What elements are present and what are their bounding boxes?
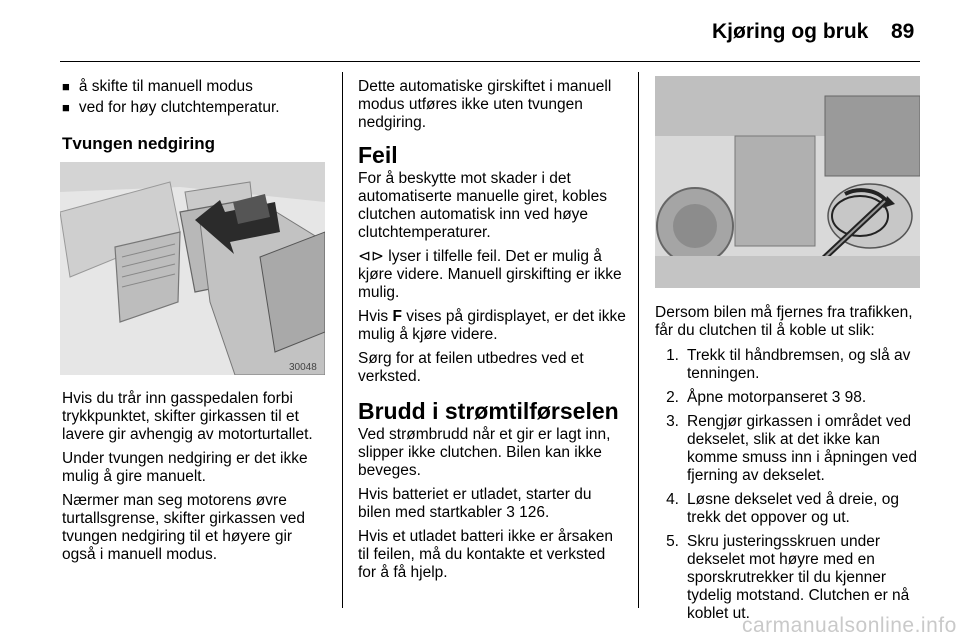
middle-column bbox=[358, 78, 626, 588]
column-divider-left bbox=[342, 72, 343, 608]
bullet-item bbox=[62, 99, 328, 117]
paragraph: Ved strømbrudd når et gir er lagt inn, slipper ikke clutchen. Bilen kan ikke beveges. bbox=[358, 426, 611, 479]
paragraph: Under tvungen nedgiring er det ikke mulig å gire manuelt. bbox=[62, 450, 308, 485]
intro-paragraph: Dette automatiske girskiftet i manuell modus utføres ikke uten tvungen nedgiring. bbox=[358, 78, 612, 131]
intro-paragraph: Dersom bilen må fjernes fra trafikken, får du clutchen til å koble ut slik: bbox=[655, 304, 913, 339]
bullet-icon: ■ bbox=[62, 79, 70, 94]
page-reference: 3 126. bbox=[506, 504, 550, 521]
paragraph: Hvis batteriet er utladet, starter du bilen med startkabler 3 126. bbox=[358, 486, 592, 521]
column-divider-right bbox=[638, 72, 639, 608]
list-item: 5. Skru justeringsskruen under dekselet mot høyre med en sporskrutrekker til du kjenner tydelig motstand. Clutchen er nå koblet ut. bbox=[666, 533, 910, 622]
list-item: 2. Åpne motorpanseret 3 98. bbox=[666, 389, 867, 406]
pedal-illustration-svg bbox=[60, 162, 325, 375]
right-column bbox=[655, 304, 923, 623]
bullet-text: ved for høy clutchtemperatur. bbox=[78, 99, 280, 116]
engine-bay-illustration bbox=[655, 76, 920, 288]
paragraph: Hvis F vises på girdisplayet, er det ikke mulig å kjøre videre. bbox=[358, 308, 626, 343]
paragraph: ⊲⊳ lyser i tilfelle feil. Det er mulig å kjøre videre. Manuell girskifting er ikke mulig. bbox=[358, 248, 622, 301]
bullet-text: å skifte til manuell modus bbox=[78, 78, 253, 95]
pedal-illustration bbox=[60, 162, 325, 375]
heading-tvungen-nedgiring: Tvungen nedgiring bbox=[62, 134, 215, 153]
engine-bay-illustration-svg bbox=[655, 76, 920, 288]
list-item: 4. Løsne dekselet ved å dreie, og trekk det oppover og ut. bbox=[666, 491, 899, 526]
header-rule bbox=[60, 61, 920, 62]
list-item: 1. Trekk til håndbremsen, og slå av tenningen. bbox=[666, 347, 911, 382]
bullet-item bbox=[62, 78, 328, 96]
figure-label: 30048 bbox=[289, 362, 317, 373]
heading-brudd: Brudd i strømtilførselen bbox=[358, 398, 619, 424]
bullet-icon: ■ bbox=[62, 100, 70, 115]
paragraph: For å beskytte mot skader i det automatiserte manuelle giret, kobles clutchen automatisk inn ved høye clutchtemperaturer. bbox=[358, 170, 607, 241]
paragraph: Hvis et utladet batteri ikke er årsaken til feilen, må du kontakte et verksted for å få hjelp. bbox=[358, 528, 614, 581]
paragraph: Nærmer man seg motorens øvre turtallsgrense, skifter girkassen ved tvungen nedgiring til et høyere gir også i manuell modus. bbox=[62, 492, 305, 563]
gear-display-letter: F bbox=[392, 308, 402, 325]
page-number: 89 bbox=[891, 20, 915, 43]
paragraph: Sørg for at feilen utbedres ved et verksted. bbox=[358, 350, 584, 385]
left-column bbox=[62, 78, 328, 117]
paragraph: Hvis du trår inn gasspedalen forbi trykkpunktet, skifter girkassen til et lavere gir avhengig av motorturtallet. bbox=[62, 390, 313, 443]
fault-warning-icon: ⊲⊳ bbox=[358, 248, 384, 265]
heading-feil: Feil bbox=[358, 142, 398, 168]
list-item: 3. Rengjør girkassen i området ved dekselet, slik at det ikke kan komme smuss inn i åpningen ved fjerning av dekselet. bbox=[666, 413, 918, 484]
left-text-block bbox=[62, 390, 328, 570]
watermark: carmanualsonline.info bbox=[742, 614, 957, 637]
page-header-title: Kjøring og bruk bbox=[712, 20, 869, 43]
